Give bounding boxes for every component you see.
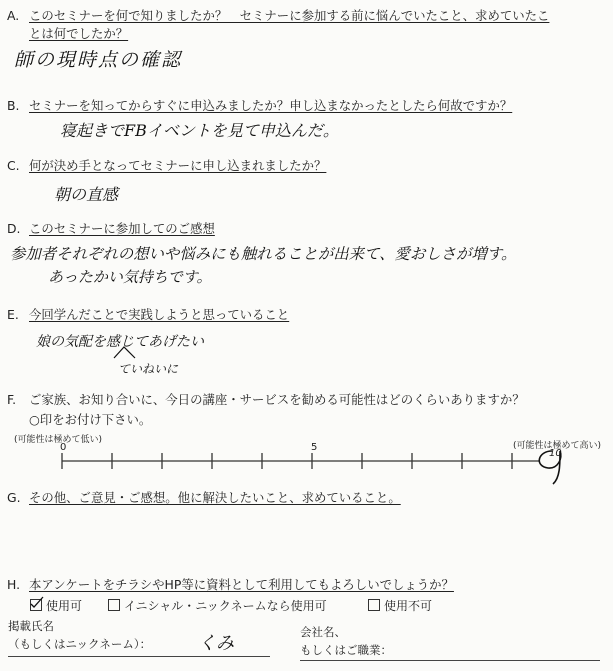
name-label: 掲載氏名: [8, 619, 54, 633]
question-letter: D.: [7, 221, 21, 236]
name-underline: [8, 656, 270, 657]
question-text: とは何でしたか？: [29, 26, 129, 41]
name-label-sub: （もしくはニックネーム）：: [8, 637, 152, 651]
option-initial-only[interactable]: [108, 597, 327, 614]
question-letter: E.: [7, 307, 19, 322]
option-label: 使用不可: [384, 599, 433, 613]
scale-low-label: (可能性は極めて低い): [14, 435, 103, 445]
company-underline: [300, 660, 600, 661]
answer-b: 寝起きでFBイベントを見て申込んだ。: [60, 121, 339, 140]
checkbox[interactable]: [368, 599, 380, 611]
question-text: 今回学んだことで実践しようと思っていること: [29, 307, 290, 322]
answer-e-insert: ていねいに: [118, 362, 179, 376]
question-letter: G.: [7, 490, 21, 505]
question-text: セミナーを知ってからすぐに申込みましたか？申し込まなかったとしたら何故ですか？: [29, 98, 513, 113]
question-text: このセミナーを何で知りましたか？ セミナーに参加する前に悩んでいたこと、求めていたこ: [29, 8, 550, 23]
option-allowed[interactable]: [30, 597, 82, 614]
option-not-allowed[interactable]: [368, 597, 432, 614]
check-mark-icon: [30, 596, 44, 610]
answer-d-line2: あったかい気持ちです。: [48, 268, 212, 286]
scale-tick-5: 5: [311, 442, 318, 453]
question-text: ご家族、お知り合いに、今日の講座・サービスを勧める可能性はどのくらいありますか？: [29, 392, 525, 407]
company-label: 会社名、: [300, 625, 346, 639]
question-letter: C.: [7, 158, 20, 173]
question-f-line2: ○印をお付け下さい。: [29, 412, 152, 427]
question-g: [7, 488, 401, 506]
question-text: 何が決め手となってセミナーに申し込まれましたか？: [29, 158, 327, 173]
company-label-sub: もしくはご職業：: [300, 643, 392, 657]
scale-tick-0: 0: [60, 442, 67, 453]
answer-e: 娘の気配を感じてあげたい: [36, 334, 204, 350]
name-value: くみ: [198, 633, 234, 654]
scale-high-label: (可能性は極めて高い): [513, 441, 602, 451]
question-h: [7, 575, 454, 593]
question-letter: A.: [7, 8, 20, 23]
question-text: 本アンケートをチラシやHP等に資料として利用してもよろしいでしょうか？: [29, 577, 454, 592]
question-letter: B.: [7, 98, 20, 113]
checkbox[interactable]: [30, 599, 42, 611]
option-label: 使用可: [46, 599, 83, 613]
question-letter: F.: [7, 392, 17, 407]
question-text: このセミナーに参加してのご感想: [29, 221, 215, 236]
answer-c: 朝の直感: [54, 185, 119, 204]
scale-tick-10: 10: [549, 448, 562, 459]
answer-a: 師の現時点の確認: [14, 49, 183, 71]
question-letter: H.: [7, 577, 21, 592]
option-label: イニシャル・ニックネームなら使用可: [124, 599, 327, 613]
answer-d-line1: 参加者それぞれの想いや悩みにも触れることが出来て、愛おしさが増す。: [10, 245, 517, 263]
question-text: その他、ご意見・ご感想。他に解決したいこと、求めていること。: [29, 490, 401, 505]
selected-circle-mark: [539, 451, 561, 484]
checkbox[interactable]: [108, 599, 120, 611]
